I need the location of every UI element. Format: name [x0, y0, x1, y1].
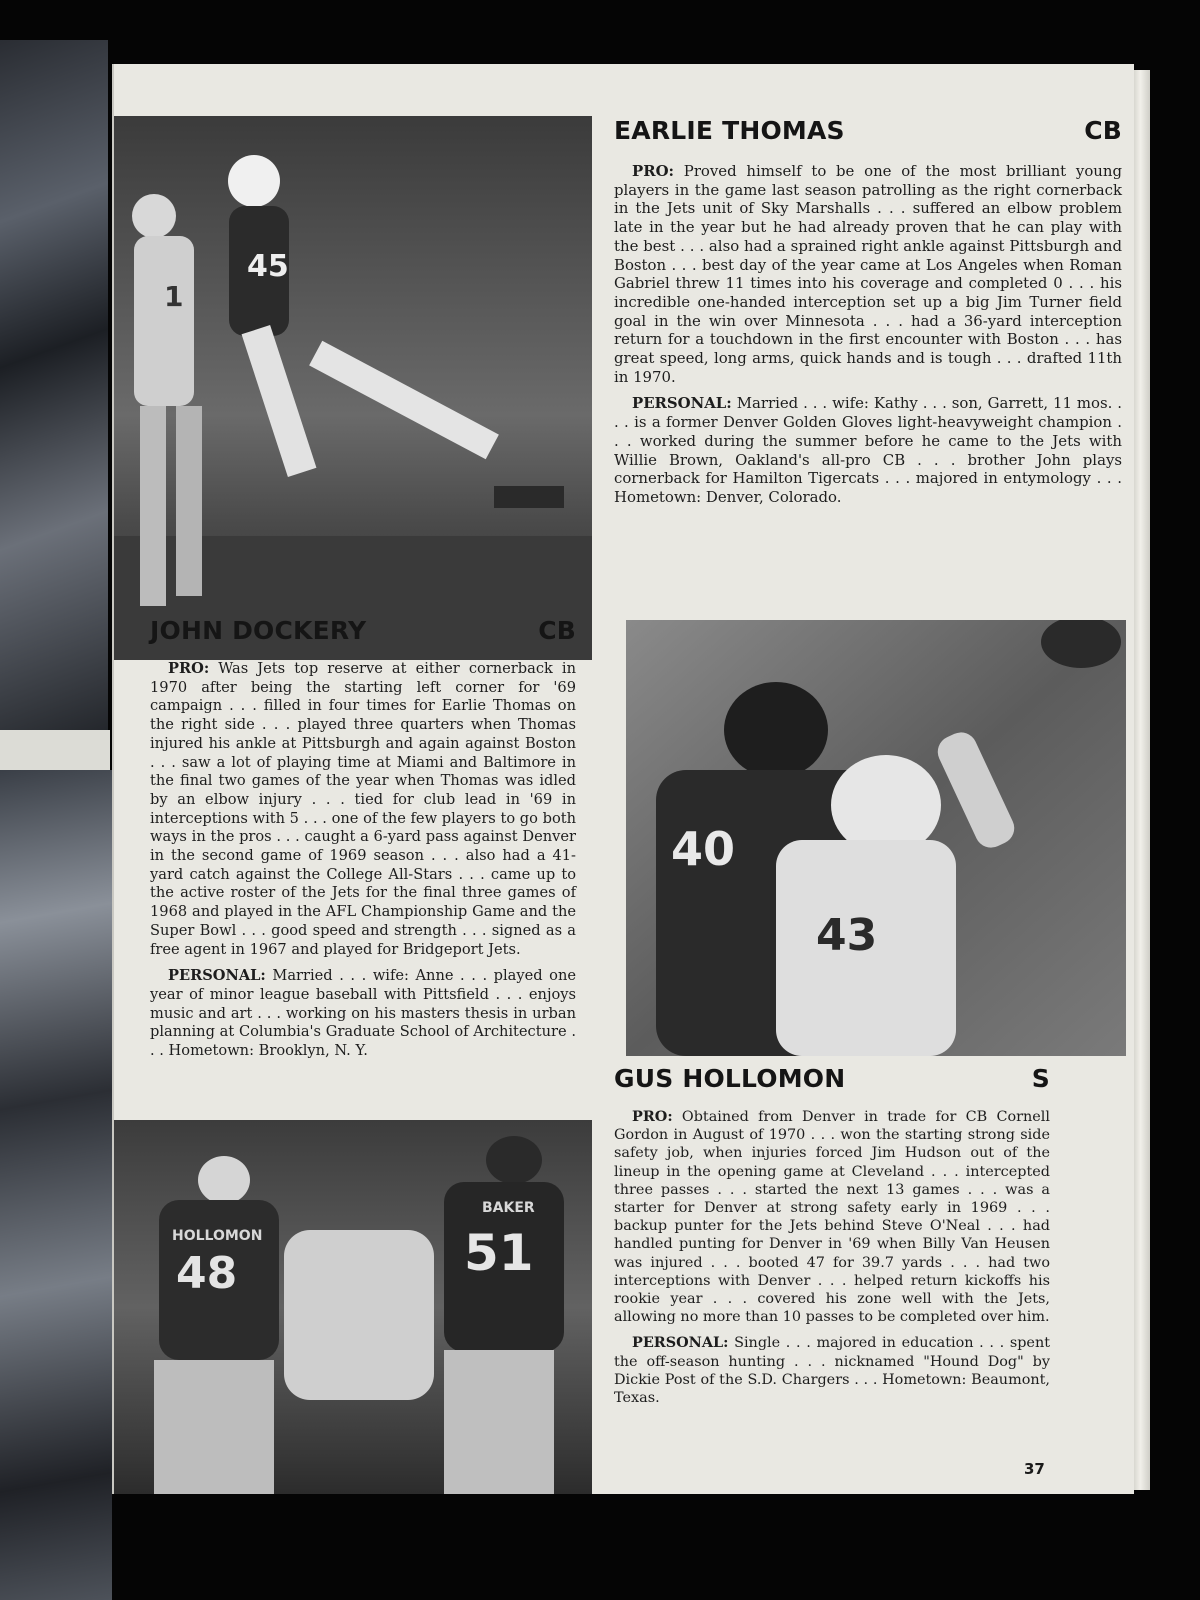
jersey-number-45: 45: [247, 249, 289, 284]
pro-text: Proved himself to be one of the most brilliant young players in the game last season patrolling as the right cornerback in the Jets unit of Sky Marshalls . . . suffered an elbow problem late in the year but he had already proven that he can play with the best . . . also had a sprained right ankle against Pittsburgh and Boston . . . best day of the year came at Los Angeles when Roman Gabriel threw 11 times into his coverage and completed 0 . . . his incredible one-handed interception set up a big Jim Turner field goal in the win over Minnesota . . . had a 36-yard interception return for a touchdown in the first encounter with Boston . . . has great speed, long arms, quick hands and is tough . . . drafted 11th in 1970.: [614, 162, 1123, 386]
program-page: [112, 64, 1134, 1494]
previous-page-gap: [0, 730, 110, 770]
previous-page-photo-bottom: [0, 770, 112, 1600]
personal-label: PERSONAL:: [168, 967, 266, 985]
jersey-number-43: 43: [816, 910, 878, 961]
player-header-earlie-thomas: [614, 116, 1122, 145]
personal-paragraph: [614, 1334, 1050, 1407]
pro-label: PRO:: [632, 162, 675, 180]
personal-label: PERSONAL:: [632, 1334, 729, 1352]
pro-label: PRO:: [632, 1108, 673, 1125]
pro-label: PRO:: [168, 660, 210, 677]
personal-text: Married . . . wife: Kathy . . . son, Garrett, 11 mos. . . . is a former Denver Golden Gloves light-heavyweight champion . . . worked during the summer before he came to the Jets with Willie Brown, Oakland's all-pro CB . . . brother John plays cornerback for Hamilton Tigercats . . . majored in entymology . . . Hometown: Denver, Colorado.: [614, 394, 1123, 506]
pro-text: Obtained from Denver in trade for CB Cornell Gordon in August of 1970 . . . won the starting strong side safety job, when injuries forced Jim Hudson out of the lineup in the opening game at Cleveland . . . intercepted three passes . . . started the next 13 games . . . was a starter for Denver at strong safety early in 1969 . . . backup punter for the Jets behind Steve O'Neal . . . had handled punting for Denver in '69 when Billy Van Heusen was injured . . . booted 47 for 39.7 yards . . . had two interceptions with Denver . . . helped return kickoffs his rookie year . . . covered his zone well with the Jets, allowing no more than 10 passes to be completed over him.: [614, 1109, 1050, 1326]
previous-page-strip: [0, 0, 112, 1600]
jersey-number-1: 1: [164, 280, 184, 313]
player-position: CB: [538, 616, 576, 645]
player-header-john-dockery: [150, 616, 576, 645]
player-bio-john-dockery: [150, 660, 576, 1069]
personal-text: Married . . . wife: Anne . . . played one year of minor league baseball with Pittsfield . . . enjoys music and art . . . working on his masters thesis in urban planning at Columbia's Graduate School of Architecture . . . Hometown: Brooklyn, N. Y.: [150, 967, 577, 1060]
jersey-number-40: 40: [671, 822, 736, 876]
photo-earlie-thomas-action: [114, 116, 592, 660]
page-edge: [1134, 70, 1150, 1490]
player-name: GUS HOLLOMON: [614, 1064, 846, 1093]
personal-label: PERSONAL:: [632, 394, 732, 413]
jersey-number-51: 51: [464, 1224, 534, 1282]
pro-text: Was Jets top reserve at either cornerback in 1970 after being the starting left corner for '69 campaign . . . filled in four times for Earlie Thomas on the right side . . . played three quarters when Thomas injured his ankle at Pittsburgh and again against Boston . . . saw a lot of playing time at Miami and Baltimore in the final two games of the year when Thomas was idled by an elbow injury . . . tied for club lead in '69 in interceptions with 5 . . . one of the few players to go both ways in the pros . . . caught a 6-yard pass against Denver in the second game of 1969 season . . . also had a 41-yard catch against the College All-Stars . . . came up to the active roster of the Jets for the final three games of 1968 and played in the AFL Championship Game and the Super Bowl . . . good speed and strength . . . signed as a free agent in 1967 and played for Bridgeport Jets.: [150, 660, 576, 958]
pro-paragraph: [614, 162, 1122, 386]
player-name: JOHN DOCKERY: [150, 616, 367, 645]
previous-page-photo-top: [0, 40, 108, 730]
photo-giants-tackle: [626, 620, 1126, 1056]
jersey-name-hollomon: HOLLOMON: [172, 1228, 263, 1244]
jersey-name-baker: BAKER: [482, 1200, 535, 1216]
player-header-gus-hollomon: [614, 1064, 1050, 1093]
jersey-number-48: 48: [176, 1248, 238, 1299]
player-position: S: [1031, 1064, 1050, 1093]
player-position: CB: [1084, 116, 1122, 145]
personal-paragraph: [150, 967, 576, 1061]
page-number: 37: [1024, 1460, 1045, 1478]
pro-paragraph: [614, 1108, 1050, 1326]
player-bio-gus-hollomon: [614, 1108, 1050, 1415]
pro-paragraph: [150, 660, 576, 959]
personal-paragraph: [614, 394, 1122, 506]
photo-line-play: [114, 1120, 592, 1494]
player-bio-earlie-thomas: [614, 162, 1122, 515]
player-name: EARLIE THOMAS: [614, 116, 845, 145]
personal-text: Single . . . majored in education . . . spent the off-season hunting . . . nicknamed "Hound Dog" by Dickie Post of the S.D. Chargers . . . Hometown: Beaumont, Texas.: [614, 1335, 1051, 1407]
